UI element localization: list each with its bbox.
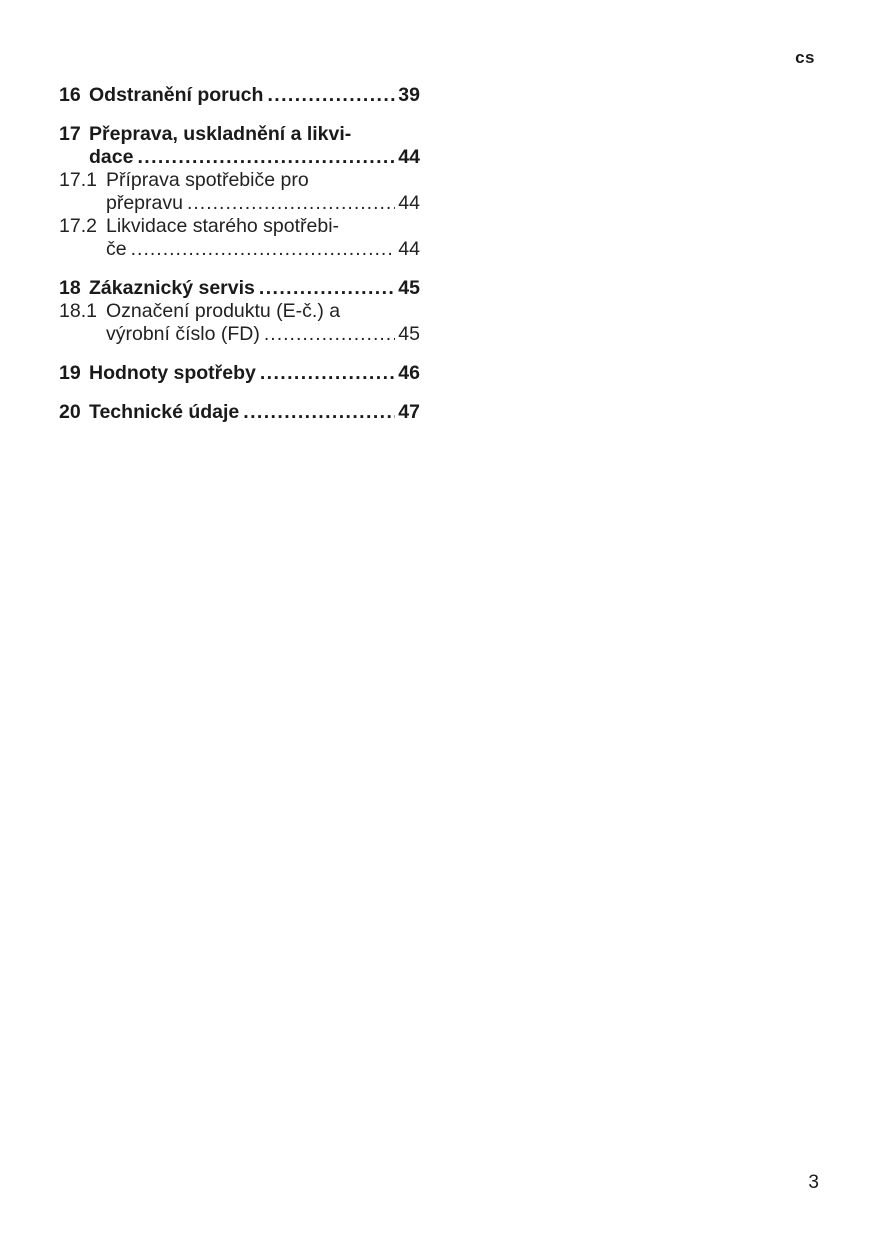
toc-title-continued: výrobní číslo (FD) <box>106 323 260 345</box>
toc-entry-16[interactable] <box>59 84 420 107</box>
language-code: cs <box>795 48 815 67</box>
toc-entry-17-2[interactable] <box>59 215 420 261</box>
toc-title: Zákaznický servis <box>89 277 255 299</box>
toc-title: Příprava spotřebiče pro <box>106 169 309 191</box>
toc-entry-17-1[interactable] <box>59 169 420 215</box>
toc-entry-20[interactable] <box>59 401 420 424</box>
toc-page: 45 <box>398 323 420 345</box>
toc-number: 17 <box>59 123 81 145</box>
toc-number: 16 <box>59 84 81 106</box>
dot-leader <box>260 362 395 385</box>
dot-leader <box>243 401 395 424</box>
toc-title: Technické údaje <box>89 401 240 423</box>
toc-page: 44 <box>398 146 420 168</box>
toc-title: Likvidace starého spotřebi- <box>106 215 340 237</box>
toc-title-continued: přepravu <box>106 192 183 214</box>
toc-number: 17.1 <box>59 169 97 191</box>
toc-page: 39 <box>398 84 420 106</box>
toc-number: 17.2 <box>59 215 97 237</box>
toc-entry-17[interactable] <box>59 123 420 169</box>
page-number: 3 <box>808 1172 819 1193</box>
toc-page: 46 <box>398 362 420 384</box>
dot-leader <box>187 192 395 215</box>
table-of-contents <box>59 84 420 424</box>
dot-leader <box>131 238 396 261</box>
toc-title: Hodnoty spotřeby <box>89 362 256 384</box>
toc-number: 19 <box>59 362 81 384</box>
toc-title-continued: če <box>106 238 127 260</box>
toc-entry-18-1[interactable] <box>59 300 420 346</box>
toc-title: Přeprava, uskladnění a likvi- <box>89 123 352 145</box>
toc-number: 18.1 <box>59 300 97 322</box>
toc-page: 45 <box>398 277 420 299</box>
toc-title-continued: dace <box>89 146 134 168</box>
toc-page: 44 <box>398 192 420 214</box>
dot-leader <box>264 323 395 346</box>
toc-title: Označení produktu (E-č.) a <box>106 300 341 322</box>
toc-page: 44 <box>398 238 420 260</box>
toc-number: 20 <box>59 401 81 423</box>
toc-entry-19[interactable] <box>59 362 420 385</box>
dot-leader <box>267 84 395 107</box>
dot-leader <box>137 146 395 169</box>
toc-title: Odstranění poruch <box>89 84 264 106</box>
toc-page: 47 <box>398 401 420 423</box>
dot-leader <box>259 277 395 300</box>
toc-number: 18 <box>59 277 81 299</box>
toc-entry-18[interactable] <box>59 277 420 300</box>
